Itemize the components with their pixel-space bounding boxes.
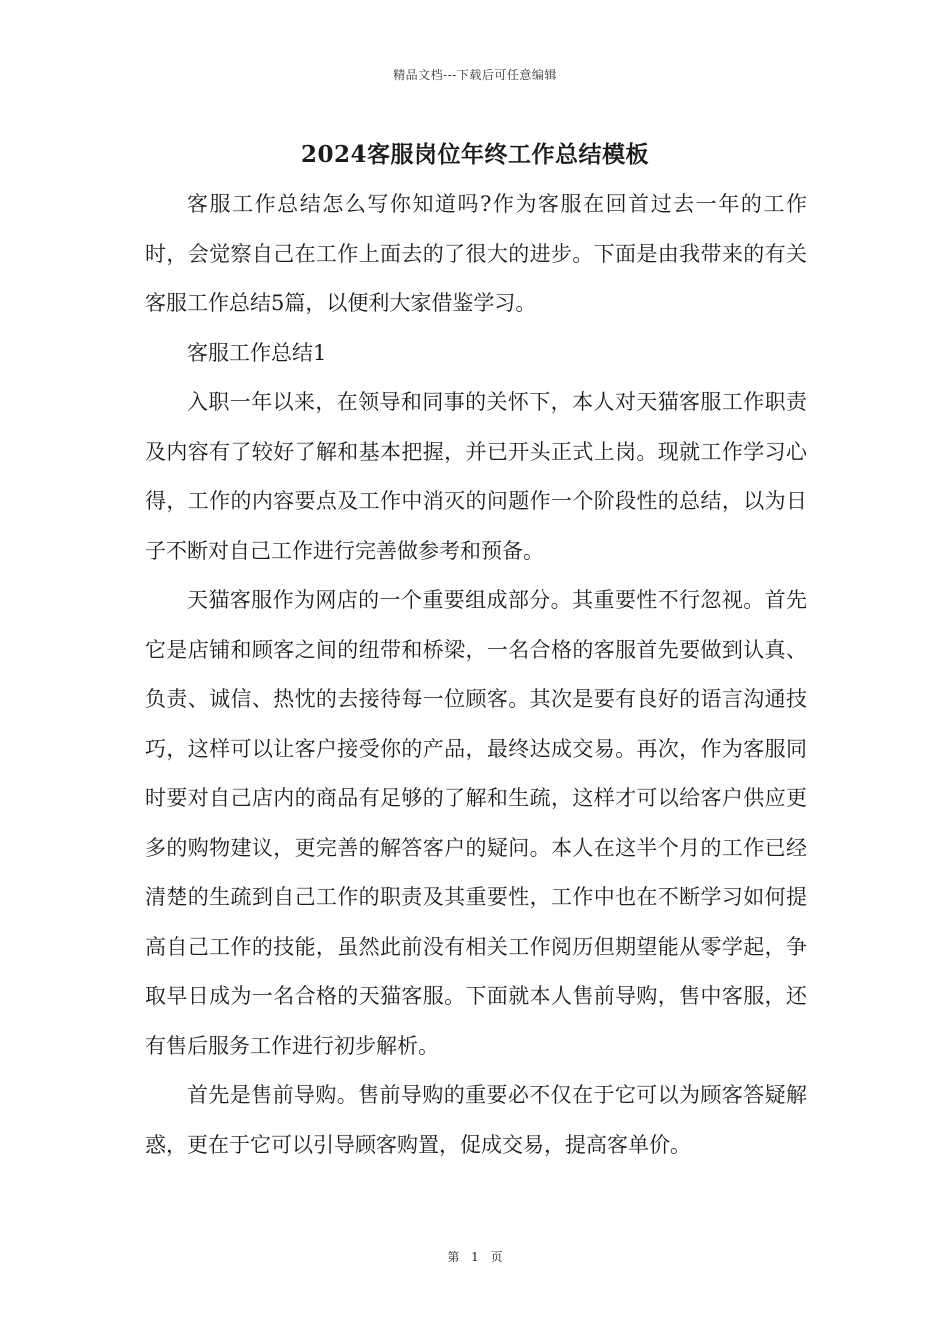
body-paragraph: 首先是售前导购。售前导购的重要必不仅在于它可以为顾客答疑解惑，更在于它可以引导顾客购置，促成交易，提高客单价。 — [145, 1083, 807, 1157]
intro-paragraph: 客服工作总结怎么写你知道吗?作为客服在回首过去一年的工作时，会觉察自己在工作上面去的了很大的进步。下面是由我带来的有关客服工作总结5篇，以便利大家借鉴学习。 — [145, 192, 807, 315]
body-paragraph: 天猫客服作为网店的一个重要组成部分。其重要性不行忽视。首先它是店铺和顾客之间的纽带和桥梁，一名合格的客服首先要做到认真、负责、诚信、热忱的去接待每一位顾客。其次是要有良好的语言沟通技巧，这样可以让客户接受你的产品，最终达成交易。再次，作为客服同时要对自己店内的商品有足够的了解和生疏，这样才可以给客户供应更多的购物建议，更完善的解答客户的疑问。本人在这半个月的工作已经清楚的生疏到自己工作的职责及其重要性，工作中也在不断学习如何提高自己工作的技能，虽然此前没有相关工作阅历但期望能从零学起，争取早日成为一名合格的天猫客服。下面就本人售前导购，售中客服，还有售后服务工作进行初步解析。 — [145, 588, 807, 1058]
page-footer — [0, 1248, 950, 1265]
document-title: 2024客服岗位年终工作总结模板 — [300, 141, 649, 168]
document-body — [145, 180, 807, 1170]
page-number: 1 — [471, 1250, 479, 1264]
section-heading: 客服工作总结1 — [187, 340, 327, 365]
page-suffix: 页 — [490, 1250, 503, 1264]
page-prefix: 第 — [447, 1250, 460, 1264]
body-paragraph: 入职一年以来，在领导和同事的关怀下，本人对天猫客服工作职责及内容有了较好了解和基本把握，并已开头正式上岗。现就工作学习心得，工作的内容要点及工作中消灭的问题作一个阶段性的总结，以为日子不断对自己工作进行完善做参考和预备。 — [145, 390, 807, 563]
header-note: 精品文档---下载后可任意编辑 — [393, 68, 557, 82]
